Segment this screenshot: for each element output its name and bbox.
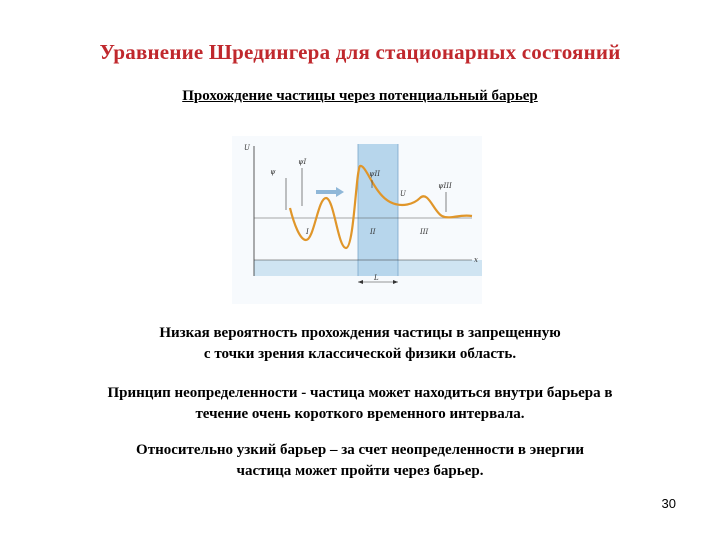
region-i-label: I: [306, 228, 309, 236]
page-number: 30: [661, 496, 676, 511]
psi1-label: ψI: [298, 158, 307, 166]
paragraph-line: Низкая вероятность прохождения частицы в запрещенную: [159, 325, 561, 341]
paragraph-low-probability: [0, 323, 720, 365]
psi3-label: ψIII: [438, 182, 452, 190]
paragraph-line: частица может пройти через барьер.: [236, 463, 484, 479]
psi2-label: ψII: [369, 170, 381, 178]
slide-title: Уравнение Шредингера для стационарных состояний: [99, 40, 621, 64]
region-ii-label: II: [370, 228, 376, 236]
width-label: L: [374, 274, 379, 282]
paragraph-narrow-barrier: [0, 440, 720, 482]
potential-barrier-figure: [232, 136, 482, 304]
figure-background: [232, 136, 482, 304]
psi-label: ψ: [270, 168, 276, 176]
potential-barrier: [358, 144, 398, 276]
region-iii-label: III: [420, 228, 429, 236]
u-axis-label: U: [244, 144, 250, 152]
paragraph-line: течение очень короткого временного интервала.: [195, 406, 525, 422]
slide-subtitle: Прохождение частицы через потенциальный барьер: [182, 88, 538, 104]
x-axis-label: x: [474, 256, 478, 264]
paragraph-line: Принцип неопределенности - частица может находиться внутри барьера в: [107, 385, 613, 401]
paragraph-line: Относительно узкий барьер – за счет неопределенности в энергии: [136, 442, 584, 458]
paragraph-line: с точки зрения классической физики область.: [203, 346, 517, 362]
energy-label: U: [400, 190, 406, 198]
paragraph-uncertainty-principle: [0, 383, 720, 425]
